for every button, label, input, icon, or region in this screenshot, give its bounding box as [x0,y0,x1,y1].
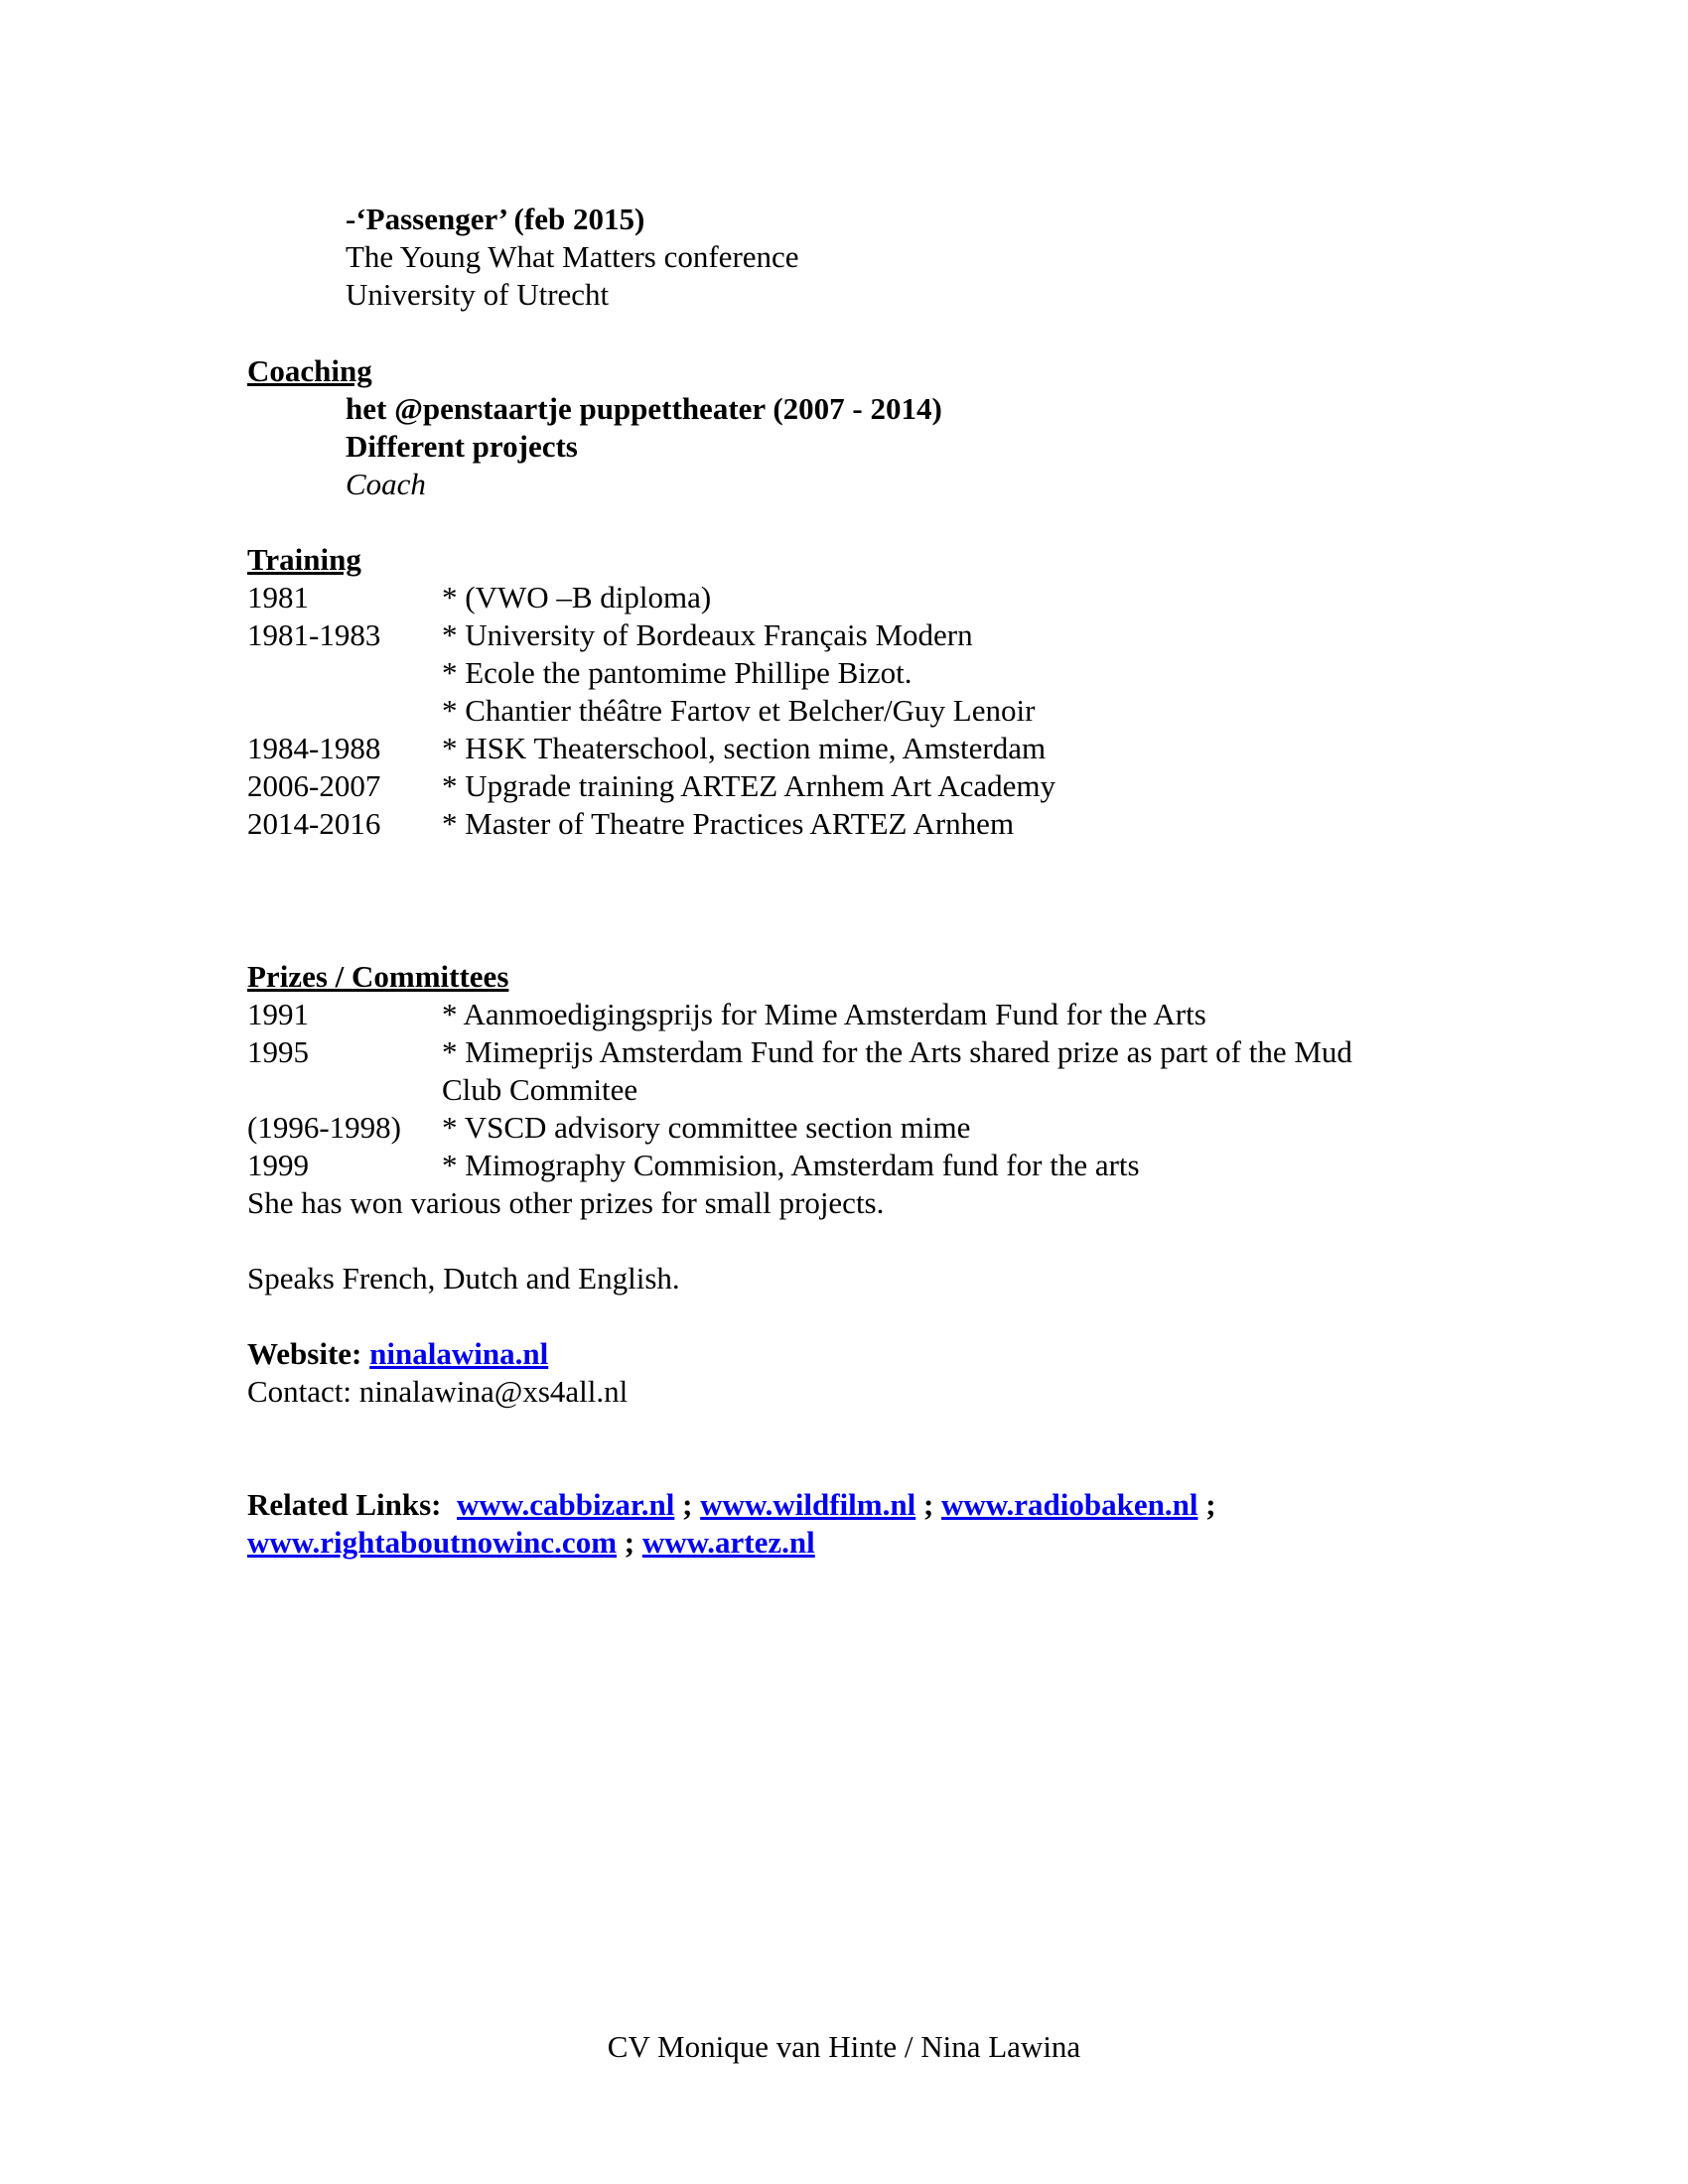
website-line [247,1336,548,1372]
prize-desc: * Aanmoedigingsprijs for Mime Amsterdam Fund for the Arts [442,997,1206,1031]
passenger-venue: University of Utrecht [346,277,610,312]
website-link[interactable]: ninalawina.nl [369,1336,549,1371]
training-desc: * Upgrade training ARTEZ Arnhem Art Academy [442,768,1056,803]
prizes-note: She has won various other prizes for small projects. [247,1185,885,1220]
link-separator: ; [1205,1487,1216,1522]
link-separator: ; [922,1487,934,1522]
training-year: 1981 [247,580,309,614]
coaching-org: het @penstaartje puppettheater (2007 - 2014) [346,391,942,426]
training-desc: * HSK Theaterschool, section mime, Amsterdam [442,731,1047,765]
passenger-title: -‘Passenger’ (feb 2015) [346,202,645,236]
prizes-heading: Prizes / Committees [247,959,509,994]
training-heading: Training [247,542,361,577]
related-link-cabbizar[interactable]: www.cabbizar.nl [457,1487,675,1522]
link-separator: ; [624,1525,635,1560]
related-link-radiobaken[interactable]: www.radiobaken.nl [941,1487,1198,1522]
page-footer: CV Monique van Hinte / Nina Lawina [607,2029,1081,2064]
related-links-label: Related Links: [247,1487,442,1522]
related-link-rightaboutnowinc[interactable]: www.rightaboutnowinc.com [247,1525,618,1560]
link-separator: ; [682,1487,693,1522]
related-links-line-2 [247,1525,815,1561]
related-link-wildfilm[interactable]: www.wildfilm.nl [700,1487,916,1522]
website-label: Website: [247,1336,362,1371]
contact-line: Contact: ninalawina@xs4all.nl [247,1374,629,1409]
prize-desc: * Mimeprijs Amsterdam Fund for the Arts shared prize as part of the Mud [442,1034,1352,1069]
training-desc: * Ecole the pantomime Phillipe Bizot. [442,655,913,690]
prize-desc: Club Commitee [442,1072,638,1107]
coaching-role: Coach [346,467,426,501]
prize-year: 1999 [247,1148,309,1182]
prize-desc: * Mimography Commision, Amsterdam fund for the arts [442,1148,1140,1182]
prize-year: 1991 [247,997,309,1031]
prize-desc: * VSCD advisory committee section mime [442,1110,971,1145]
training-year: 2006-2007 [247,768,381,803]
related-link-artez[interactable]: www.artez.nl [641,1525,815,1560]
prize-year: (1996-1998) [247,1110,401,1145]
prize-year: 1995 [247,1034,309,1069]
training-year: 1984-1988 [247,731,381,765]
coaching-heading: Coaching [247,353,372,388]
training-desc: * (VWO –B diploma) [442,580,712,614]
training-desc: * Chantier théâtre Fartov et Belcher/Guy Lenoir [442,693,1036,728]
training-desc: * University of Bordeaux Français Modern [442,617,973,652]
training-year: 1981-1983 [247,617,381,652]
coaching-projects: Different projects [346,429,578,464]
training-desc: * Master of Theatre Practices ARTEZ Arnhem [442,806,1015,841]
languages: Speaks French, Dutch and English. [247,1261,680,1296]
passenger-event: The Young What Matters conference [346,239,799,274]
training-year: 2014-2016 [247,806,381,841]
related-links-line-1 [247,1487,1216,1523]
